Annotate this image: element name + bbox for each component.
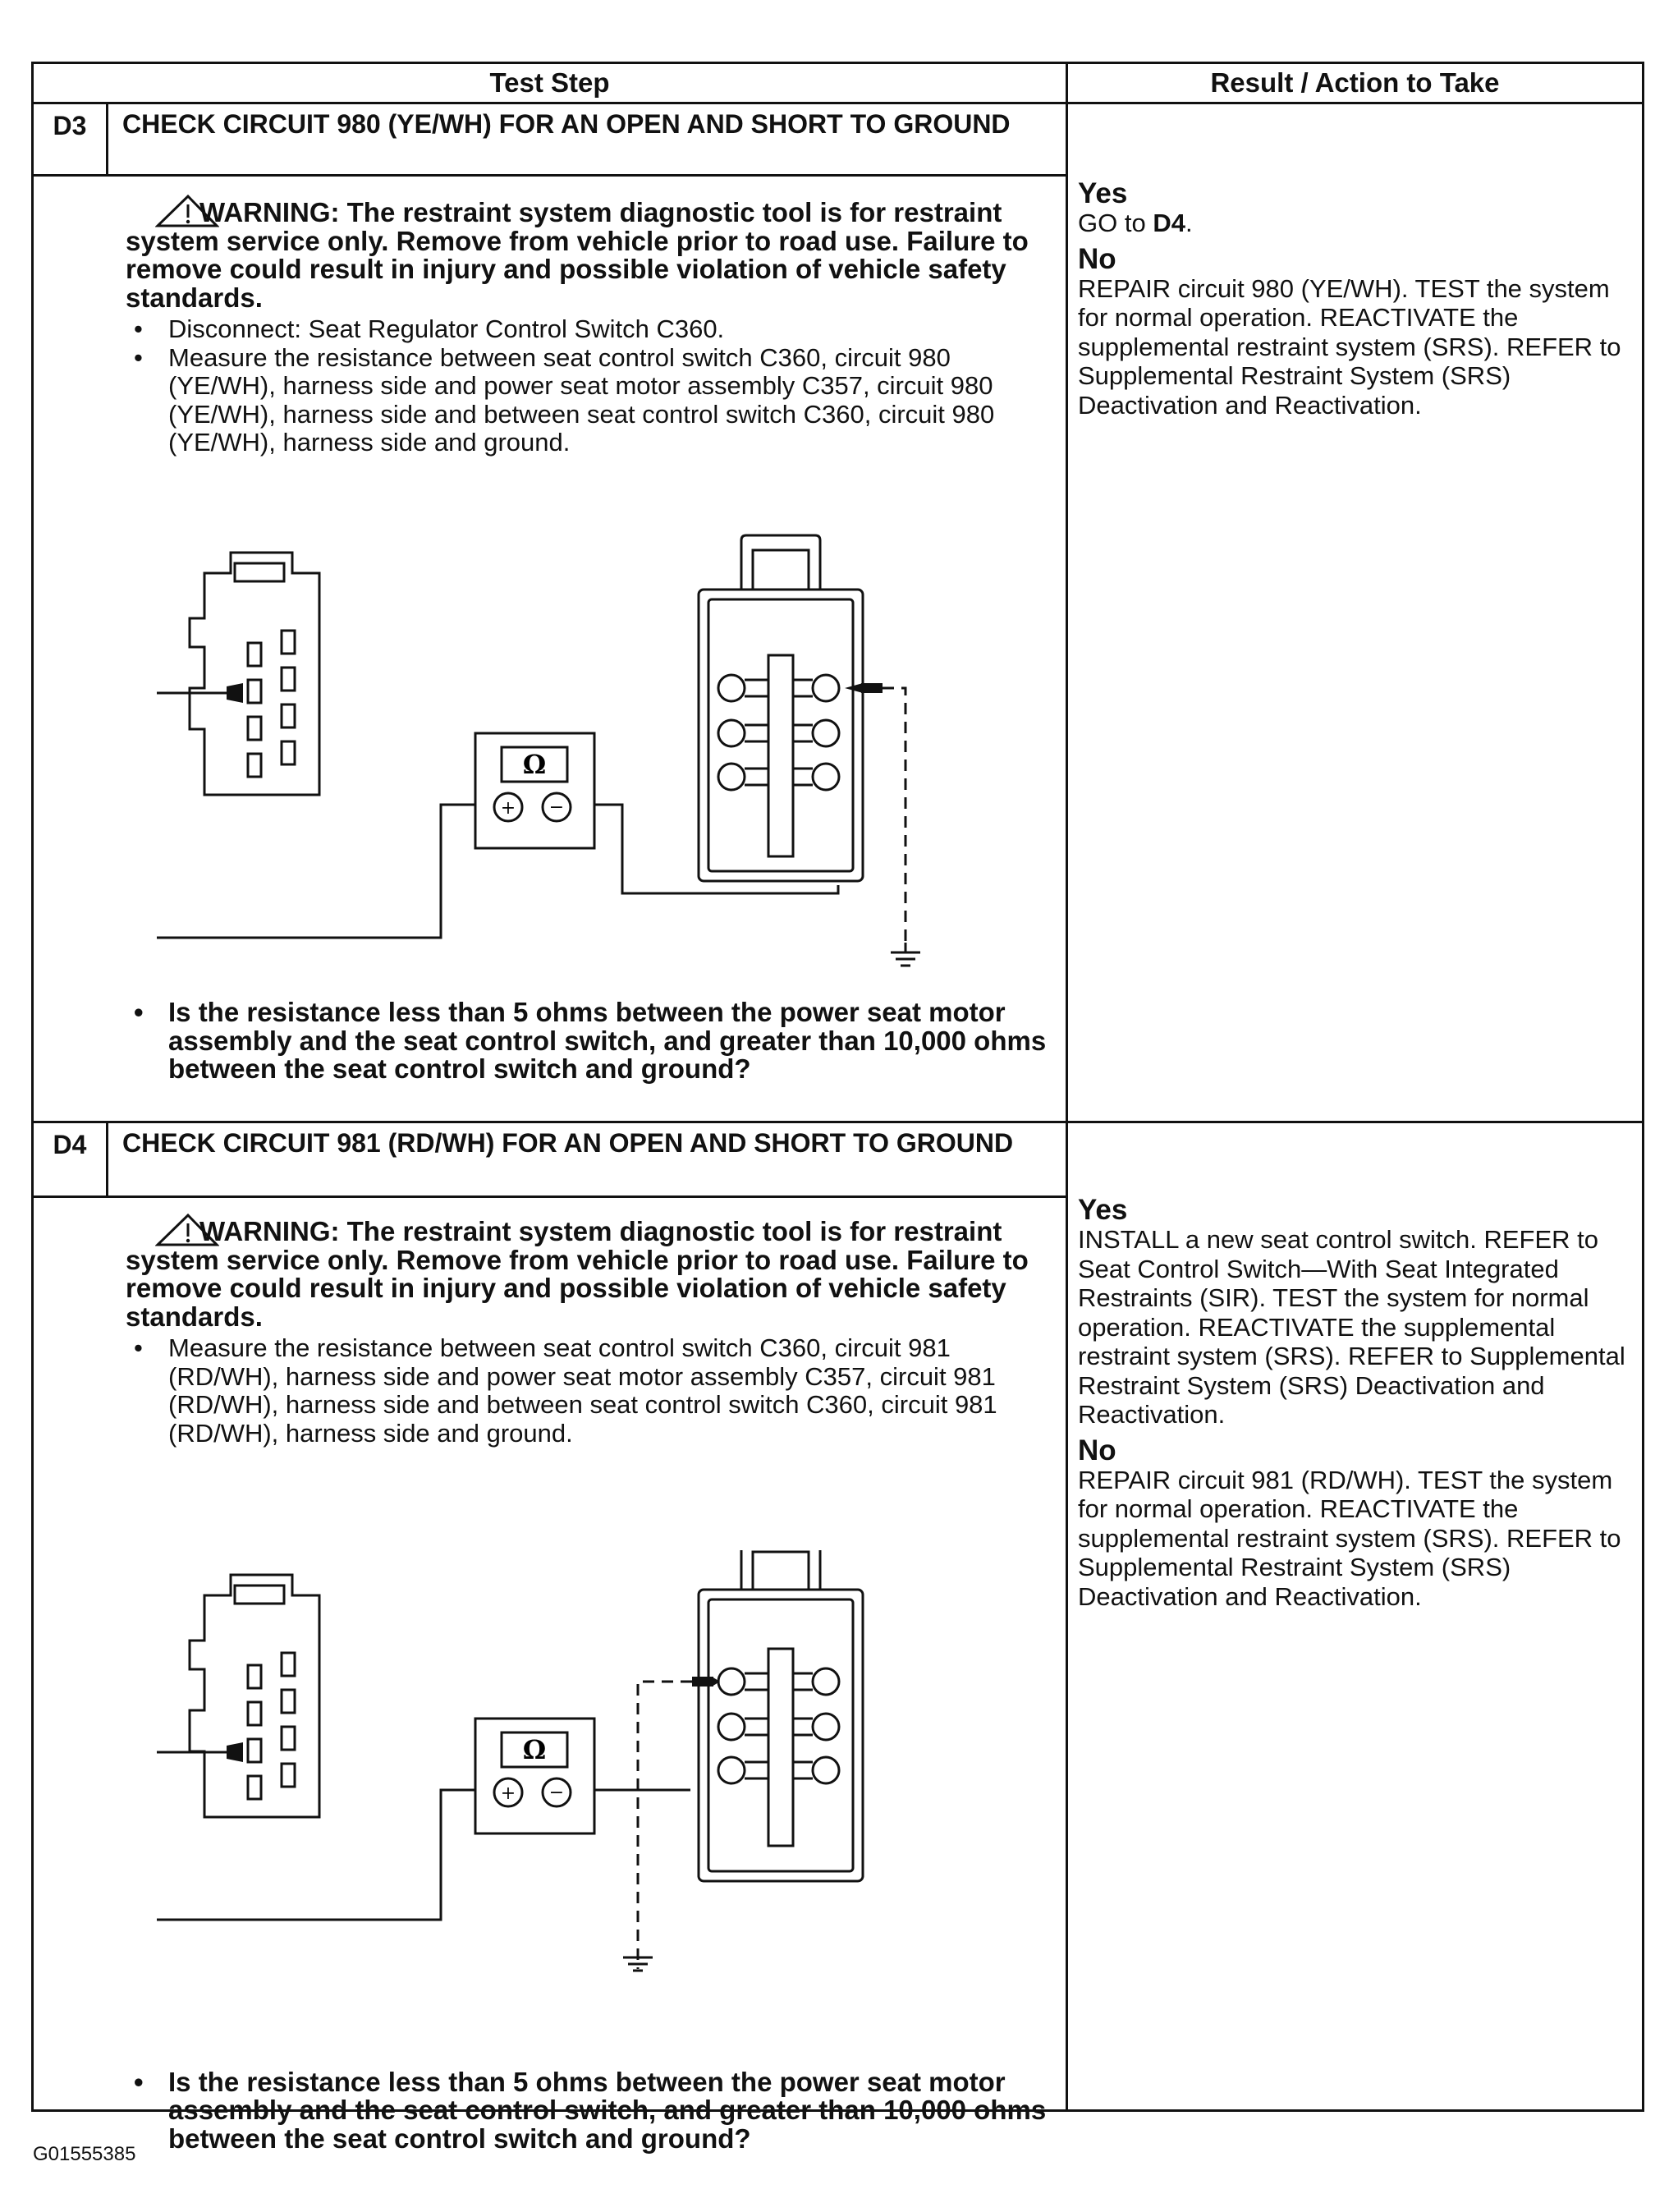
yes-label-d3: Yes (1078, 177, 1128, 209)
circuit-diagram-d3 (157, 524, 937, 984)
ohmmeter (475, 1719, 594, 1833)
step-body-d3 (126, 199, 1045, 457)
result-d4 (1078, 1195, 1641, 1611)
svg-text:Ω: Ω (522, 749, 547, 780)
step-title-d4: CHECK CIRCUIT 981 (RD/WH) FOR AN OPEN AND SHORT TO GROUND (122, 1128, 1014, 1158)
header-divider (34, 102, 1642, 104)
no-action-d3: REPAIR circuit 980 (YE/WH). TEST the system for normal operation. REACTIVATE the supplemental restraint system (SRS). REFER to Supplemental Restraint System (SRS) Deactivation and Reactivation. (1078, 273, 1621, 420)
warning-text-d4: WARNING: The restraint system diagnostic tool is for restraint system service only. Remove from vehicle prior to road use. Failure to remove could result in injury and possible violation of vehicle safety standards. (126, 1216, 1029, 1332)
yes-label-d4: Yes (1078, 1194, 1128, 1226)
instruction-item: • Disconnect: Seat Regulator Control Switch C360. (126, 315, 1045, 344)
svg-text:+: + (500, 1783, 516, 1804)
step-id-d4: D4 (53, 1130, 87, 1159)
power-seat-motor-connector (699, 535, 863, 881)
instructions-d4 (126, 1334, 1045, 1448)
question-d3: • Is the resistance less than 5 ohms between the power seat motor assembly and the seat control switch, and greater than 10,000 ohms between the seat control switch and ground? (126, 998, 1071, 1084)
yes-action-d3: GO to D4. (1078, 209, 1193, 237)
svg-text:−: − (548, 1783, 565, 1803)
ground-icon (891, 943, 920, 966)
svg-text:Ω: Ω (522, 1734, 547, 1765)
ground-lead (638, 1682, 692, 1969)
header-result-action: Result / Action to Take (1210, 67, 1500, 98)
result-d3 (1078, 179, 1636, 420)
seat-control-switch-connector (190, 553, 319, 795)
yes-action-d4: INSTALL a new seat control switch. REFER to Seat Control Switch—With Seat Integrated Restraints (SIR). TEST the system for normal operation. REACTIVATE the supplemental restraint system (SRS). REFER to Supplemental Restraint System (SRS) Deactivation and Reactivation. (1078, 1225, 1625, 1429)
instruction-item: • Measure the resistance between seat control switch C360, circuit 980 (YE/WH), harness side and power seat motor assembly C357, circuit 980 (YE/WH), harness side and between seat control switch C360, circuit 980 (YE/WH), harness side and ground. (126, 344, 1045, 457)
header-test-step: Test Step (489, 67, 610, 98)
no-label-d3: No (1078, 242, 1116, 275)
probe-body (692, 1677, 713, 1687)
power-seat-motor-connector (699, 1550, 863, 1881)
d3-title-divider (34, 174, 1066, 177)
instructions-d3 (126, 315, 1045, 457)
probe-body (861, 683, 883, 693)
circuit-diagram-d4 (157, 1550, 896, 1977)
step-title-d3: CHECK CIRCUIT 980 (YE/WH) FOR AN OPEN AND SHORT TO GROUND (122, 109, 1011, 139)
d4-id-divider (106, 1121, 108, 1195)
ground-lead (883, 688, 905, 943)
warning-d3 (126, 199, 1045, 312)
d4-title-divider (34, 1195, 1066, 1198)
d3-id-divider (106, 102, 108, 174)
ohmmeter (475, 733, 594, 848)
svg-text:−: − (548, 797, 565, 818)
row-divider (34, 1121, 1642, 1123)
seat-control-switch-connector (190, 1575, 319, 1817)
question-d4: • Is the resistance less than 5 ohms between the power seat motor assembly and the seat control switch, and greater than 10,000 ohms between the seat control switch and ground? (126, 2068, 1071, 2154)
warning-text-d3: WARNING: The restraint system diagnostic tool is for restraint system service only. Remove from vehicle prior to road use. Failure to remove could result in injury and possible violation of vehicle safety standards. (126, 197, 1029, 313)
no-action-d4: REPAIR circuit 981 (RD/WH). TEST the system for normal operation. REACTIVATE the supplemental restraint system (SRS). REFER to Supplemental Restraint System (SRS) Deactivation and Reactivation. (1078, 1465, 1621, 1611)
warning-triangle-icon (155, 1213, 219, 1247)
step-id-d3: D3 (53, 111, 87, 140)
column-divider (1066, 64, 1068, 2109)
svg-text:+: + (500, 798, 516, 819)
instruction-item: • Measure the resistance between seat control switch C360, circuit 981 (RD/WH), harness side and power seat motor assembly C357, circuit 981 (RD/WH), harness side and between seat control switch C360, circuit 981 (RD/WH), harness side and ground. (126, 1334, 1045, 1448)
no-label-d4: No (1078, 1434, 1116, 1466)
figure-id: G01555385 (33, 2143, 136, 2165)
warning-d4 (126, 1218, 1045, 1331)
step-body-d4 (126, 1218, 1045, 1448)
warning-triangle-icon (155, 194, 219, 228)
